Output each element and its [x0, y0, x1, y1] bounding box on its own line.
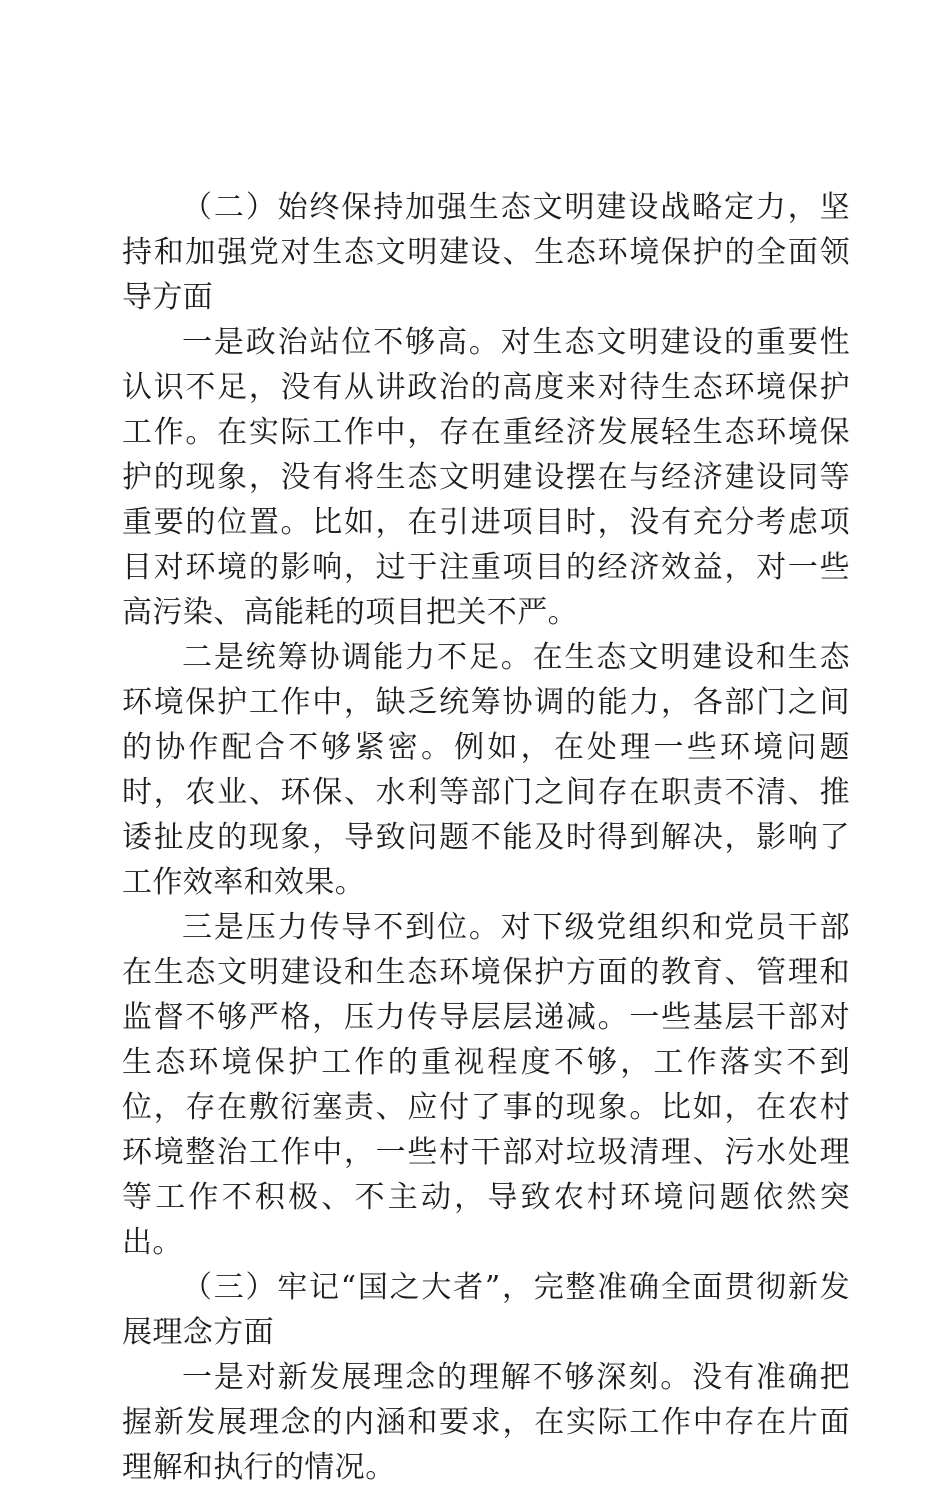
paragraph-political-standing: 一是政治站位不够高。对生态文明建设的重要性认识不足，没有从讲政治的高度来对待生态环境保护工作。在实际工作中，存在重经济发展轻生态环境保护的现象，没有将生态文明建设摆在与经济建设同等重要的位置。比如，在引进项目时，没有充分考虑项目对环境的影响，过于注重项目的经济效益，对一些高污染、高能耗的项目把关不严。: [122, 325, 850, 630]
section-heading-two: （二）始终保持加强生态文明建设战略定力，坚持和加强党对生态文明建设、生态环境保护的全面领导方面: [122, 190, 850, 315]
section-heading-three: （三）牢记“国之大者”，完整准确全面贯彻新发展理念方面: [122, 1270, 850, 1350]
paragraph-new-development-concept: 一是对新发展理念的理解不够深刻。没有准确把握新发展理念的内涵和要求，在实际工作中存在片面理解和执行的情况。: [122, 1360, 850, 1485]
paragraph-pressure-transmission: 三是压力传导不到位。对下级党组织和党员干部在生态文明建设和生态环境保护方面的教育、管理和监督不够严格，压力传导层层递减。一些基层干部对生态环境保护工作的重视程度不够，工作落实不到位，存在敷衍塞责、应付了事的现象。比如，在农村环境整治工作中，一些村干部对垃圾清理、污水处理等工作不积极、不主动，导致农村环境问题依然突出。: [122, 910, 850, 1260]
document-body: [122, 185, 850, 1490]
paragraph-coordination-capacity: 二是统筹协调能力不足。在生态文明建设和生态环境保护工作中，缺乏统筹协调的能力，各部门之间的协作配合不够紧密。例如，在处理一些环境问题时，农业、环保、水利等部门之间存在职责不清、推诿扯皮的现象，导致问题不能及时得到解决，影响了工作效率和效果。: [122, 640, 850, 900]
